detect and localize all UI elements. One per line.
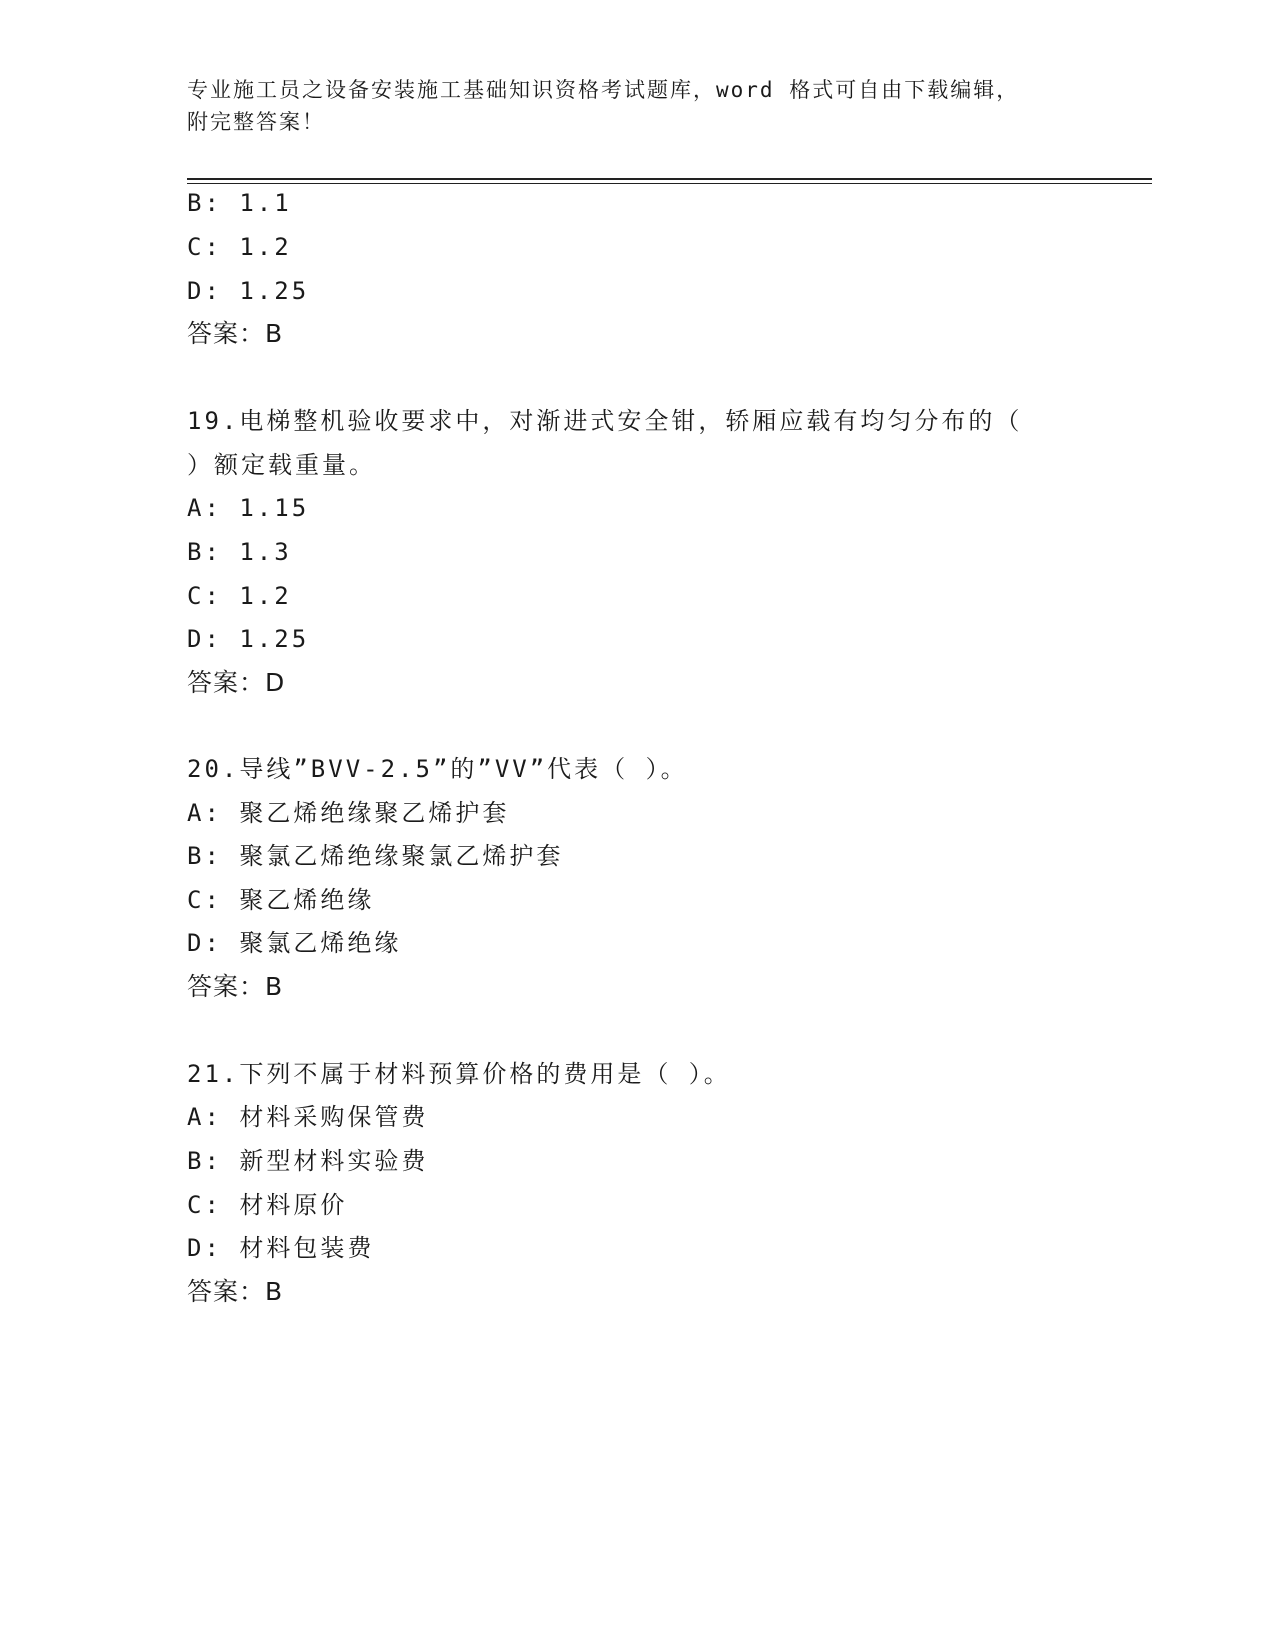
- q20-stem: 20.导线”BVV-2.5”的”VV”代表（ ）。: [187, 755, 688, 783]
- header-line-1: 专业施工员之设备安装施工基础知识资格考试题库，word 格式可自由下载编辑，: [187, 78, 1020, 102]
- q21-option-d: D: 材料包装费: [187, 1234, 375, 1262]
- q19-stem-line-1: 19.电梯整机验收要求中，对渐进式安全钳，轿厢应载有均匀分布的（: [187, 407, 1023, 435]
- q21-option-a: A: 材料采购保管费: [187, 1103, 429, 1131]
- q21-answer: 答案：B: [187, 1277, 284, 1306]
- header-divider: [187, 178, 1152, 180]
- header-divider-thin: [187, 183, 1152, 184]
- q18-option-c: C: 1.2: [187, 233, 292, 261]
- q21-option-c: C: 材料原价: [187, 1191, 348, 1219]
- q19-option-c: C: 1.2: [187, 582, 292, 610]
- q20-option-d: D: 聚氯乙烯绝缘: [187, 929, 402, 957]
- q19-option-a: A: 1.15: [187, 494, 310, 522]
- q18-option-d: D: 1.25: [187, 277, 310, 305]
- q18-answer: 答案：B: [187, 319, 284, 348]
- header-line-2: 附完整答案！: [187, 110, 325, 134]
- q19-option-b: B: 1.3: [187, 538, 292, 566]
- q21-option-b: B: 新型材料实验费: [187, 1147, 429, 1175]
- document-header: [187, 74, 1067, 138]
- q20-option-b: B: 聚氯乙烯绝缘聚氯乙烯护套: [187, 842, 564, 870]
- q18-option-b: B: 1.1: [187, 189, 292, 217]
- q19-answer: 答案：D: [187, 668, 286, 697]
- q20-option-c: C: 聚乙烯绝缘: [187, 886, 375, 914]
- q19-stem-line-2: ）额定载重量。: [187, 451, 376, 479]
- q21-stem: 21.下列不属于材料预算价格的费用是（ ）。: [187, 1060, 731, 1088]
- q20-answer: 答案：B: [187, 972, 284, 1001]
- q20-option-a: A: 聚乙烯绝缘聚乙烯护套: [187, 799, 510, 827]
- q19-option-d: D: 1.25: [187, 625, 310, 653]
